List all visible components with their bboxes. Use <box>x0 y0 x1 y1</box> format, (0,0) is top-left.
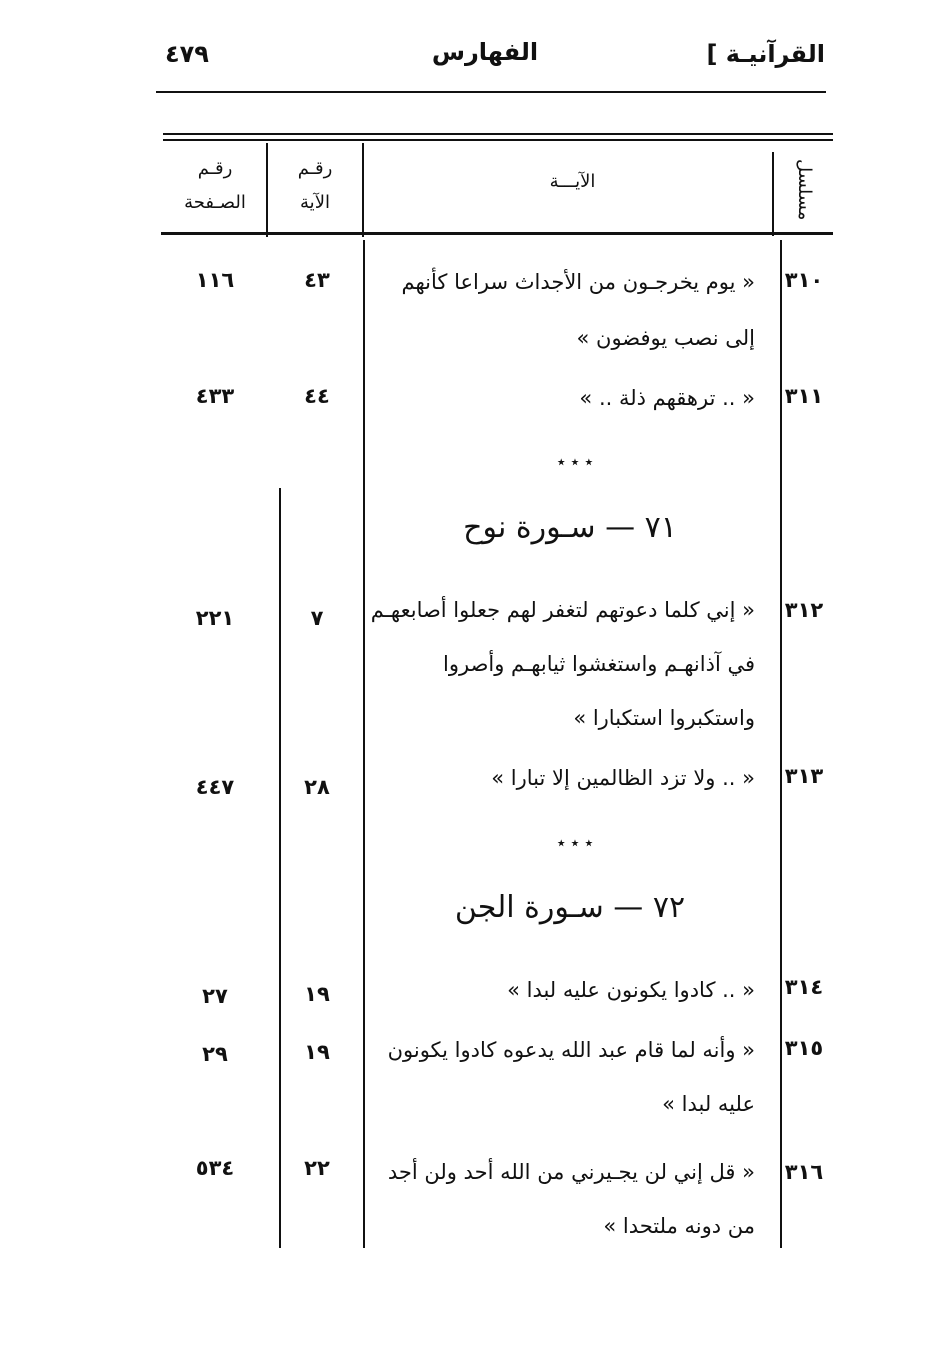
page-cell: ١١٦ <box>195 268 235 292</box>
verse-line: من دونه ملتحدا » <box>603 1214 755 1238</box>
verse-line: « .. كادوا يكونون عليه لبدا » <box>507 978 755 1002</box>
verse-line: « وأنه لما قام عبد الله يدعوه كادوا يكونون <box>387 1038 755 1062</box>
ayah-cell: ٢٨ <box>304 775 330 799</box>
serial-cell: ٣١٠ <box>784 268 824 292</box>
page-cell: ٥٣٤ <box>195 1156 235 1180</box>
surah-heading: ٧١ — سـورة نوح <box>463 510 677 545</box>
verse-line: في آذانهـم واستغشوا ثيابهـم وأصروا <box>443 652 755 676</box>
header-page-line2: الصـفحة <box>184 192 246 213</box>
separator-stars: ٭ ٭ ٭ <box>556 452 594 471</box>
header-verse: الآيـــة <box>549 171 596 192</box>
ayah-cell: ٧ <box>310 606 324 630</box>
header-divider-1 <box>266 143 268 237</box>
table-top-rule <box>163 133 833 135</box>
column-divider-pages <box>279 488 281 1248</box>
verse-line: إلى نصب يوفضون » <box>576 326 755 350</box>
verse-line: عليه لبدا » <box>662 1092 755 1116</box>
surah-heading: ٧٢ — سـورة الجن <box>454 890 686 925</box>
header-divider-3 <box>772 152 774 236</box>
header-divider-2 <box>362 143 364 237</box>
header-ayah-line2: الآية <box>300 192 330 213</box>
ayah-cell: ١٩ <box>304 982 330 1006</box>
verse-line: « يوم يخرجـون من الأجداث سراعا كأنهم <box>401 270 755 294</box>
serial-cell: ٣١٥ <box>784 1036 824 1060</box>
book-title: القرآنيـة ] <box>706 40 825 68</box>
page-cell: ٤٤٧ <box>195 775 235 799</box>
header-serial: مسلسل <box>794 159 815 221</box>
verse-line: « قل إني لن يجـيرني من الله أحد ولن أجد <box>387 1160 755 1184</box>
header-ayah-line1: رقـم <box>297 158 333 179</box>
verse-line: واستكبروا استكبارا » <box>573 706 755 730</box>
page-cell: ٢٩ <box>202 1042 228 1066</box>
ayah-cell: ٢٢ <box>304 1156 330 1180</box>
separator-stars: ٭ ٭ ٭ <box>556 833 594 852</box>
serial-cell: ٣١٦ <box>784 1160 824 1184</box>
header-page-line1: رقـم <box>197 158 233 179</box>
column-divider-ayah <box>363 240 365 1248</box>
page-cell: ٤٣٣ <box>195 384 235 408</box>
page-number: ٤٧٩ <box>165 40 209 68</box>
verse-line: « إني كلما دعوتهم لتغفر لهم جعلوا أصابعهـم <box>370 598 755 622</box>
header-rule <box>156 91 826 93</box>
verse-line: « .. ولا تزد الظالمين إلا تبارا » <box>491 766 755 790</box>
serial-cell: ٣١٣ <box>784 764 824 788</box>
serial-cell: ٣١٤ <box>784 975 824 999</box>
page-cell: ٢٧ <box>202 984 228 1008</box>
ayah-cell: ١٩ <box>304 1040 330 1064</box>
page-cell: ٢٢١ <box>195 606 235 630</box>
table-top-rule-2 <box>163 139 833 141</box>
section-title: الفهارس <box>431 38 539 66</box>
serial-cell: ٣١٢ <box>784 598 824 622</box>
ayah-cell: ٤٣ <box>304 268 330 292</box>
serial-cell: ٣١١ <box>784 384 824 408</box>
table-header-rule <box>161 232 833 235</box>
verse-line: « .. ترهقهم ذلة .. » <box>579 386 755 410</box>
ayah-cell: ٤٤ <box>304 384 330 408</box>
